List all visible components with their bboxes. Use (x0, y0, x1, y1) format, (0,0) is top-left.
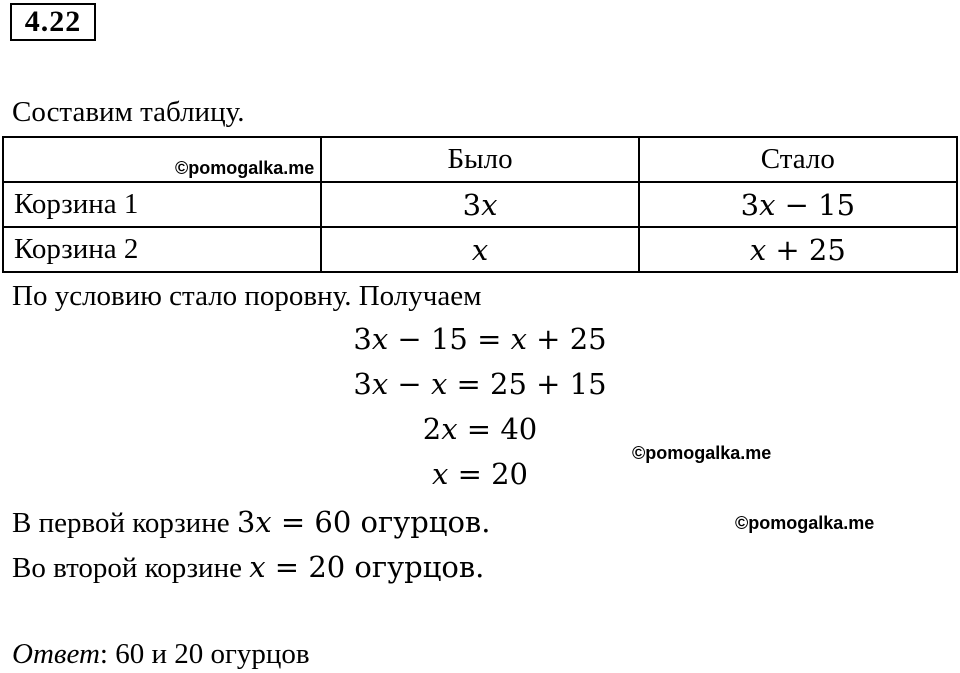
was-value: x (321, 227, 638, 272)
table-header-now: Стало (639, 137, 957, 182)
table-row (3, 227, 957, 272)
row-label: Корзина 2 (3, 227, 321, 272)
data-table (2, 136, 958, 273)
answer-label: Ответ (12, 638, 100, 670)
equation-1: 3x − 15 = x + 25 (353, 322, 607, 356)
equation-4: x = 20 (432, 457, 528, 491)
result-line-1: В первой корзине 3x = 60 огурцов. (12, 505, 491, 539)
problem-number: 4.22 (10, 3, 96, 41)
watermark: ©pomogalka.me (175, 158, 315, 178)
watermark: ©pomogalka.me (632, 443, 772, 463)
result-line-2: Во второй корзине x = 20 огурцов. (12, 550, 485, 584)
answer-text: : 60 и 20 огурцов (99, 638, 310, 670)
row-label: Корзина 1 (3, 182, 321, 227)
watermark: ©pomogalka.me (735, 513, 875, 533)
equation-3: 2x = 40 (422, 412, 538, 446)
now-value: 3x − 15 (639, 182, 957, 227)
was-value: 3x (321, 182, 638, 227)
condition-text: По условию стало поровну. Получаем (12, 280, 482, 312)
intro-text: Составим таблицу. (12, 96, 245, 128)
table-header-row (3, 137, 957, 182)
now-value: x + 25 (639, 227, 957, 272)
table-row (3, 182, 957, 227)
table-header-was: Было (321, 137, 638, 182)
answer-line (12, 638, 310, 671)
equation-2: 3x − x = 25 + 15 (353, 367, 607, 401)
